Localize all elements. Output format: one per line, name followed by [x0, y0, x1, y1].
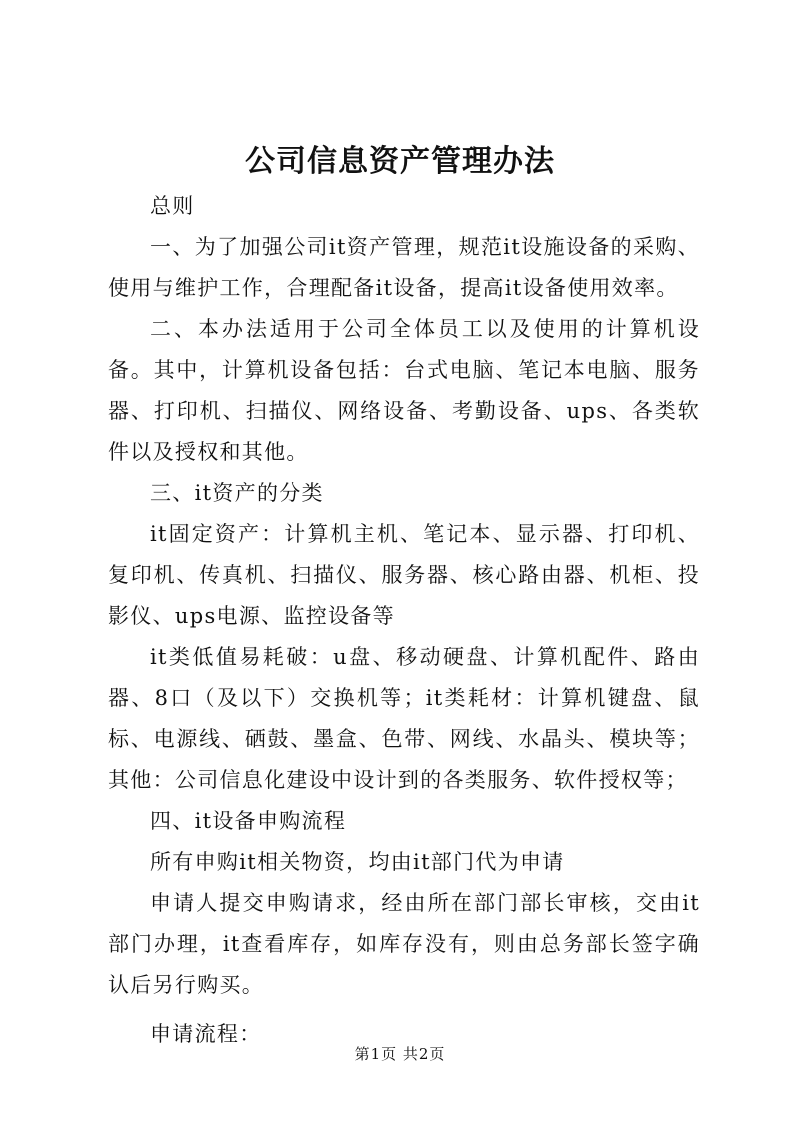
paragraph-fixed-assets: it固定资产：计算机主机、笔记本、显示器、打印机、复印机、传真机、扫描仪、服务器、核心路由器、机柜、投影仪、ups电源、监控设备等	[108, 522, 700, 628]
paragraph-purchase-procedure: 申请人提交申购请求，经由所在部门部长审核，交由it部门办理，it查看库存，如库存没有，则由总务部长签字确认后另行购买。	[108, 891, 700, 997]
document-body	[108, 186, 700, 1055]
paragraph-article-3-heading: 三、it资产的分类	[150, 481, 324, 505]
page-number-footer: 第1页 共2页	[354, 1045, 446, 1063]
paragraph-article-4-heading: 四、it设备申购流程	[150, 809, 347, 833]
paragraph-consumables: it类低值易耗破：u盘、移动硬盘、计算机配件、路由器、8口（及以下）交换机等；it类耗材：计算机键盘、鼠标、电源线、硒鼓、墨盒、色带、网线、水晶头、模块等；其他：公司信息化建设中设计到的各类服务、软件授权等；	[108, 645, 700, 792]
paragraph-general: 总则	[150, 194, 195, 218]
paragraph-article-1: 一、为了加强公司it资产管理，规范it设施设备的采购、使用与维护工作，合理配备it设备，提高it设备使用效率。	[108, 235, 700, 300]
document-title: 公司信息资产管理办法	[245, 144, 555, 179]
paragraph-purchase-scope: 所有申购it相关物资，均由it部门代为申请	[150, 850, 565, 874]
paragraph-article-2: 二、本办法适用于公司全体员工以及使用的计算机设备。其中，计算机设备包括：台式电脑、笔记本电脑、服务器、打印机、扫描仪、网络设备、考勤设备、ups、各类软件以及授权和其他。	[108, 317, 700, 464]
paragraph-application-process: 申请流程：	[150, 1022, 262, 1046]
